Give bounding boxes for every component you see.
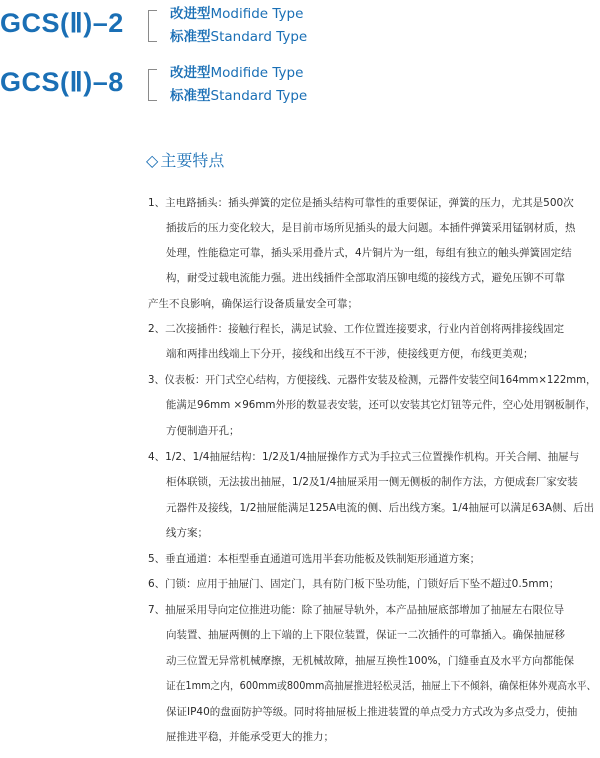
feature-line: 1、主电路插头：插头弹簧的定位是插头结构可靠性的重要保证，弹簧的压力，尤其是500次 [148,197,574,209]
variant-standard [170,25,307,45]
feature-line: 能满足96mm ×96mm外形的数显表安装，还可以安装其它灯钮等元件，空心处用钢板制作， [166,399,596,411]
feature-line: 端和两排出线端上下分开，接线和出线互不干涉，使接线更方便，布线更美观； [166,348,534,360]
diamond-icon: ◇ [146,151,159,170]
feature-line: 4、1/2、1/4抽屉结构：1/2及1/4抽屉操作方式为手拉式三位置操作机构。开关合闸、抽屉与 [148,451,580,463]
model-name: GCS(Ⅱ)–8 [0,67,124,97]
variant-modified [170,61,303,81]
feature-line: 5、垂直通道：本柜型垂直通道可选用半套功能板及铁制矩形通道方案； [148,553,481,565]
variant-en: Standard Type [210,88,308,104]
feature-line: 线方案； [166,527,208,539]
variant-en: Modifide Type [210,6,304,22]
model-block-1 [0,0,600,50]
feature-line: 6、门锁：应用于抽屉门、固定门，具有防门板下坠功能，门锁好后下坠不超过0.5mm； [148,578,560,590]
feature-line: 产生不良影响，确保运行设备质量安全可靠； [148,298,358,310]
feature-line: 元器件及接线，1/2抽屉能满足125A电流的侧、后出线方案。1/4抽屉可以满足63A侧、后出 [166,502,595,514]
variant-zh: 改进型 [170,65,211,81]
feature-line: 7、抽屉采用导向定位推进功能：除了抽屉导轨外，本产品抽屉底部增加了抽屉左右限位导 [148,604,565,616]
feature-line: 3、仪表板：开门式空心结构，方便接线、元器件安装及检测，元器件安装空间164mm×122mm， [148,374,597,386]
feature-line: 动三位置无异常机械摩擦，无机械故障，抽屉互换性100%，门缝垂直及水平方向都能保 [166,655,575,667]
feature-line: 向装置、抽屉两侧的上下端的上下限位装置，保证一二次插件的可靠插入。确保抽屉移 [166,629,565,641]
feature-line: 保证IP40的盘面防护等级。同时将抽屉板上推进装置的单点受力方式改为多点受力，使抽 [166,706,578,718]
feature-line: 构，耐受过载电流能力强。进出线插件全部取消压铆电缆的接线方式，避免压铆不可靠 [166,272,565,284]
variant-modified [170,2,303,22]
bracket-divider [148,10,157,42]
feature-line: 插拔后的压力变化较大，是目前市场所见插头的最大问题。本插件弹簧采用锰钢材质，热 [166,222,576,234]
variant-en: Standard Type [210,29,308,45]
section-title-text: 主要特点 [160,151,225,170]
model-name: GCS(Ⅱ)–2 [0,8,124,38]
model-block-2 [0,59,600,109]
feature-line: 处理，性能稳定可靠，插头采用叠片式，4片铜片为一组，每组有独立的触头弹簧固定结 [166,247,572,259]
variant-zh: 改进型 [170,6,211,22]
feature-line: 2、二次接插件：接触行程长，满足试验、工作位置连接要求，行业内首创将两排接线固定 [148,323,565,335]
variant-zh: 标准型 [170,88,211,104]
section-title [146,148,224,171]
feature-line: 屉推进平稳，并能承受更大的推力； [166,731,334,743]
feature-line: 方便制造开孔； [166,425,240,437]
variant-standard [170,84,307,104]
variant-zh: 标准型 [170,29,211,45]
variant-en: Modifide Type [210,65,304,81]
feature-line: 证在1mm之内，600mm或800mm高抽屉推进轻松灵活，抽屉上下不倾斜，确保柜体外观高水平、 [166,680,597,692]
feature-line: 柜体联锁，无法拔出抽屉，1/2及1/4抽屉采用一侧无侧板的制作方法，方便成套厂家安装 [166,476,578,488]
bracket-divider [148,69,157,101]
